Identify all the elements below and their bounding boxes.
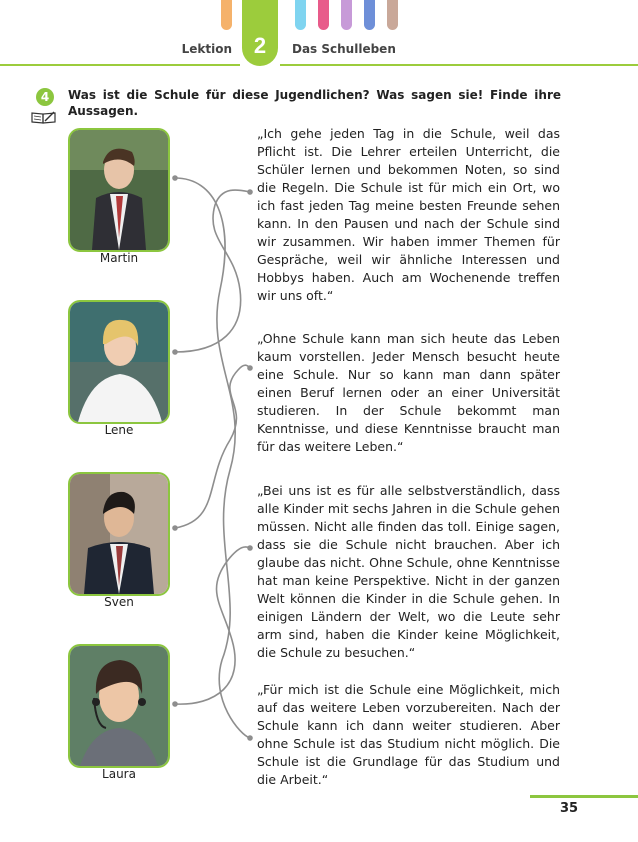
task-instruction: Was ist die Schule für diese Jugendlichen? Was sagen sie! Finde ihre Aussagen. bbox=[68, 88, 561, 118]
student-name: Sven bbox=[104, 595, 134, 609]
footer-rule bbox=[530, 795, 638, 798]
quote-2: „Ohne Schule kann man sich heute das Leben kaum vorstellen. Jeder Mensch besucht heute eine Schule. Nur so kann man dann später einen Beruf lernen oder an einer Universität studieren. In der Schule bekommt man Kenntnisse, und diese Kenntnisse braucht man für das weitere Leben.“ bbox=[257, 331, 560, 454]
quote-1: „Ich gehe jeden Tag in die Schule, weil das Pflicht ist. Die Lehrer erteilen Unterricht, die Schüler lernen und bekommen Noten, so sind die Regeln. Die Schule ist für mich ein Ort, wo ich fast jeden Tag meine besten Freunde sehen kann. In den Pausen und nach der Schule sind wir zusammen. Wir haben immer Themen für Gespräche, weil wir ähnliche Interessen und Hobbys haben. Auch am Wochenende treffen wir uns oft.“ bbox=[257, 126, 560, 303]
student-name: Laura bbox=[102, 767, 136, 781]
task-number-badge: 4 bbox=[36, 88, 54, 106]
lesson-label: Lektion bbox=[181, 42, 232, 56]
lesson-number: 2 bbox=[253, 33, 267, 58]
quote-4: „Für mich ist die Schule eine Möglichkeit, mich auf das weitere Leben vorzubereiten. Nach der Schule kann ich dann weiter studieren. Aber ohne Schule ist das Studium nicht möglich. Die Schule ist die Grundlage für das Studium und die Arbeit.“ bbox=[257, 682, 560, 787]
student-name: Lene bbox=[104, 423, 134, 437]
quote-3: „Bei uns ist es für alle selbstverständlich, dass alle Kinder mit sechs Jahren in die Schule gehen müssen. Nicht alle finden das toll. Einige sagen, dass sie die Schule nicht brauchen. Aber ich glaube das nicht. Ohne Schule, ohne Kenntnisse hat man keine Perspektive. Nicht in der ganzen Welt können die Kinder in die Schule gehen. In einigen Ländern der Welt, wo die Leute sehr arm sind, haben die Kinder keine Möglichkeit, die Schule zu besuchen.“ bbox=[257, 483, 560, 660]
student-name: Martin bbox=[99, 251, 139, 265]
page-number: 35 bbox=[560, 801, 579, 816]
chapter-title: Das Schulleben bbox=[292, 42, 396, 56]
